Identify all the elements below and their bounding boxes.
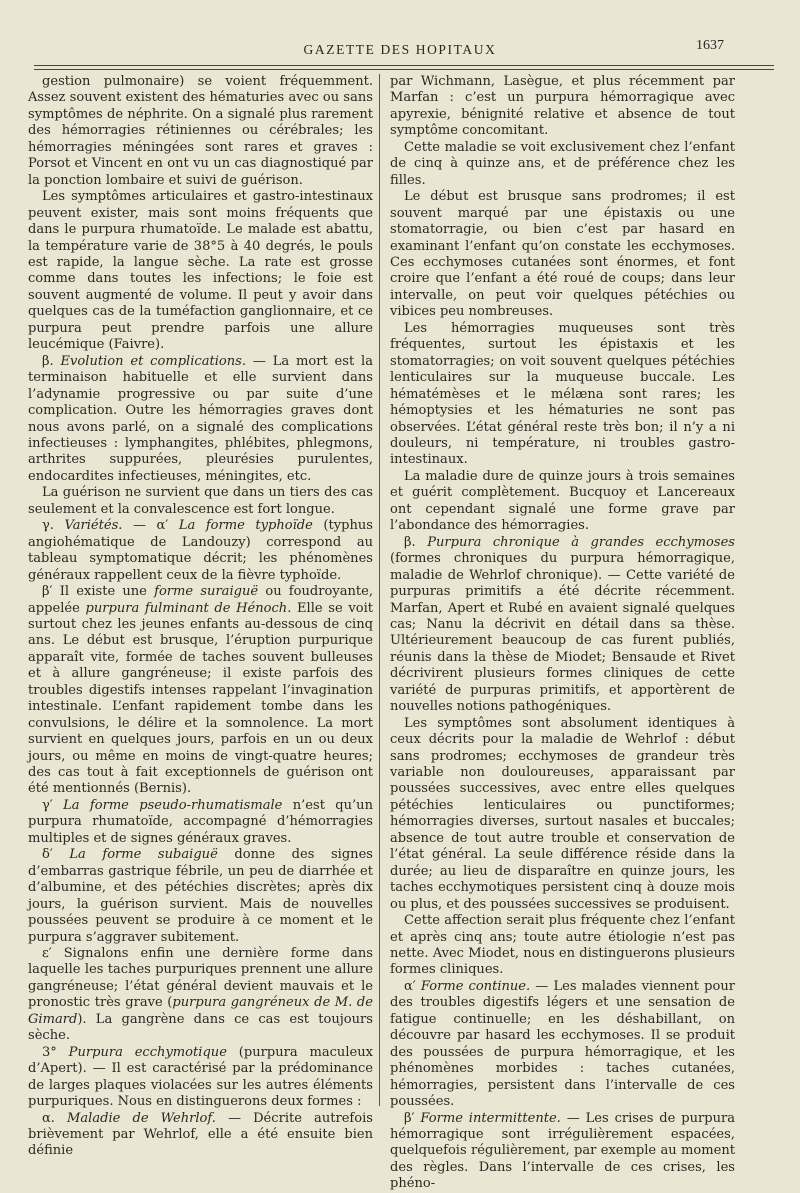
text-run: δ′ [42,847,70,863]
text-run: Les hémorragies muqueuses sont très fréquentes, surtout les épistaxis et les stomatorragies; on voit souvent quelques pétéchies lenticulaires sur la muqueuse buccale. Les hématémèses et le mélæna sont rares; les hémoptysies et les hématuries ne sont pas observées. L’état général reste très bon; il n’y a ni douleurs, ni température, ni troubles gastro-intestinaux. [390,320,735,468]
paragraph [28,847,373,946]
paragraph [390,979,735,1111]
text-run: n’est qu’un purpura rhumatoïde, accompagné d’hémorragies multiples et de signes généraux graves. [28,797,373,846]
text-run: ε′ Signalons enfin une dernière forme dans laquelle les taches purpuriques prennent une allure gangréneuse; l’état général devient mauvais et le pronostic très grave ( [28,946,373,1011]
italic-run: La forme pseudo-rhumatismale [63,797,283,813]
running-title: GAZETTE DES HOPITAUX [303,42,497,57]
text-run: — Décrite autrefois brièvement par Wehrlof, elle a été ensuite bien définie [28,1110,373,1159]
italic-run: forme suraiguë [154,584,259,600]
right-column [390,74,736,1192]
paragraph [390,74,735,140]
text-run: ou foudroyante, appelée [28,584,373,616]
paragraph [390,1111,735,1193]
italic-run: Purpura ecchymotique [68,1044,227,1060]
paragraph [390,321,735,469]
text-run: γ′ [42,797,64,813]
paragraph [28,189,373,354]
text-run: (formes chroniques du purpura hémorragique, maladie de Wehrlof chronique). — Cette variété de purpuras primitifs a été décrite récemment. Marfan, Apert et Rubé en avaient signalé quelques cas; Nanu la décrivit en détail dans sa thèse. Ultérieurement beaucoup de cas furent publiés, réunis dans la thèse de Miodet; Bensaude et Rivet décrivirent plusieurs formes cliniques de cette variété de purpuras primitifs, et apportèrent de nouvelles notions pathogéniques. [390,551,735,715]
paragraph [28,1111,373,1160]
paragraph [28,485,373,518]
text-run: β. [404,534,428,550]
header-rule-top [34,65,774,66]
italic-run: purpura gangréneux de M. de Gimard [28,995,373,1027]
paragraph [28,74,373,189]
text-run: gestion pulmonaire) se voient fréquemment. Assez souvent existent des hématuries avec ou sans symptômes de néphrite. On a signalé plus rarement des hémorragies rétiniennes ou cérébrales; les hémorragies méningées sont rares et graves : Porsot et Vincent en ont vu un cas diagnostiqué par la ponction lombaire et suivi de guérison. [28,74,373,188]
paragraph [28,946,373,1045]
paragraph [28,584,373,798]
text-run: β′ Il existe une [42,584,155,600]
column-divider [379,74,380,1106]
paragraph [28,1045,373,1111]
paragraph [28,798,373,847]
text-run: La guérison ne survient que dans un tiers des cas seulement et la convalescence est fort longue. [28,485,373,517]
italic-run: Purpura chronique à grandes ecchymoses [427,534,735,550]
text-run: — Les crises de purpura hémorragique sont irrégulièrement espacées, quelquefois régulièrement, par exemple au moment des règles. Dans l’intervalle de ces crises, les phéno- [390,1110,736,1192]
paragraph [390,140,735,189]
text-run: par Wichmann, Lasègue, et plus récemment par Marfan : c’est un purpura hémorragique avec apyrexie, bénignité relative et absence de tout symptôme concomitant. [390,74,735,139]
text-run: Cette affection serait plus fréquente chez l’enfant et après cinq ans; toute autre étiologie n’est pas nette. Avec Miodet, nous en distinguerons plusieurs formes cliniques. [390,913,735,978]
text-run: α′ [404,978,421,994]
text-run: α. [42,1110,68,1126]
text-run: — α′ [122,518,179,534]
italic-run: Forme continue. [420,978,531,994]
text-run: γ. [42,518,65,534]
italic-run: La forme typhoïde [178,518,313,534]
text-run: β. [42,353,61,369]
text-run: donne des signes d’embarras gastrique fébrile, un peu de diarrhée et d’albumine, et des pétéchies discrètes; après dix jours, la guérison survient. Mais de nouvelles poussées peuvent se produire à ce moment et le purpura s’aggraver subitement. [28,847,373,945]
text-run: Le début est brusque sans prodromes; il est souvent marqué par une épistaxis ou une stomatorragie, ou bien c’est par hasard en examinant l’enfant qu’on constate les ecchymoses. Ces ecchymoses cutanées sont énormes, et font croire que l’enfant a été roué de coups; dans leur intervalle, on peut voir quelques pétéchies ou vibices peu nombreuses. [390,189,735,320]
paragraph [390,469,735,535]
italic-run: Variétés. [64,518,123,534]
text-run: — La mort est la terminaison habituelle et elle survient dans l’adynamie progressive ou par suite d’une complication. Outre les hémorragies graves dont nous avons parlé, on a signalé des complications infectieuses : lymphangites, phlébites, phlegmons, arthrites suppurées, pleurésies purulentes, endocardites infectieuses, méningites, etc. [28,353,373,484]
text-run: Les symptômes articulaires et gastro-intestinaux peuvent exister, mais sont moins fréquents que dans le purpura rhumatoïde. Le malade est abattu, la température varie de 38°5 à 40 degrés, le pouls est rapide, la langue sèche. La rate est grosse comme dans toutes les infections; le foie est souvent augmenté de volume. Il peut y avoir dans quelques cas de la tuméfaction ganglionnaire, et ce purpura peut prendre parfois une allure leucémique (Faivre). [28,189,373,353]
page-number: 1637 [696,38,724,53]
text-run: 3° [42,1044,69,1060]
text-run: Elle se voit surtout chez les jeunes enfants au-dessous de cinq ans. Le début est brusque, l’éruption purpurique apparaît vite, formée de taches souvent bulleuses et à allure gangréneuse; il existe parfois des troubles digestifs intenses rappelant l’invagination intestinale. L’enfant rapidement tombe dans les convulsions, le délire et la somnolence. La mort survient en quelques jours, parfois en un ou deux jours, ou même en moins de vingt-quatre heures; des cas tout à fait exceptionnels de guérison ont été mentionnés (Bernis). [28,600,374,797]
text-run: (typhus angiohématique de Landouzy) correspond au tableau symptomatique décrit; les phénomènes généraux rappellent ceux de la fièvre typhoïde. [28,518,373,583]
paragraph [390,189,735,321]
paragraph [390,913,735,979]
paragraph [390,716,735,913]
italic-run: purpura fulminant de Hénoch. [85,600,292,616]
italic-run: Maladie de Wehrlof. [67,1110,216,1126]
text-run: (purpura maculeux d’Apert). — Il est caractérisé par la prédominance de larges plaques violacées sur les autres éléments purpuriques. Nous en distinguerons deux formes : [28,1044,373,1110]
text-run: β′ [404,1110,421,1126]
italic-run: La forme subaiguë [69,847,218,863]
text-run: Les symptômes sont absolument identiques à ceux décrits pour la maladie de Wehrlof : début sans prodromes; ecchymoses de grandeur très variable non douloureuses, apparaissant par poussées successives, avec entre elles quelques pétéchies lenticulaires ou punctiformes; hémorragies diverses, surtout nasales et buccales; absence de tout autre trouble et conservation de l’état général. La seule différence réside dans la durée; au lieu de disparaître en quinze jours, les taches ecchymotiques persistent cinq à douze mois ou plus, et des poussées successives se produisent. [390,715,735,912]
italic-run: Forme intermittente. [420,1110,561,1126]
left-column [28,74,374,1159]
paragraph [28,518,373,584]
text-run: ). La gangrène dans ce cas est toujours sèche. [28,1011,373,1044]
paragraph [28,354,373,486]
italic-run: Evolution et complications. [60,353,246,369]
header-rule-bottom [34,69,774,70]
text-run: — Les malades viennent pour des troubles digestifs légers et une sensation de fatigue continuelle; en les déshabillant, on découvre par hasard les ecchymoses. Il se produit des poussées de purpura hémorragique, et les phénomènes morbides : taches cutanées, hémorragies, persistent dans l’intervalle de ces poussées. [390,978,736,1110]
paragraph [390,535,735,716]
text-run: Cette maladie se voit exclusivement chez l’enfant de cinq à quinze ans, et de préférence chez les filles. [390,139,735,188]
text-run: La maladie dure de quinze jours à trois semaines et guérit complètement. Bucquoy et Lancereaux ont cependant signalé une forme grave par l’abondance des hémorragies. [390,468,735,534]
page-header [0,30,800,60]
